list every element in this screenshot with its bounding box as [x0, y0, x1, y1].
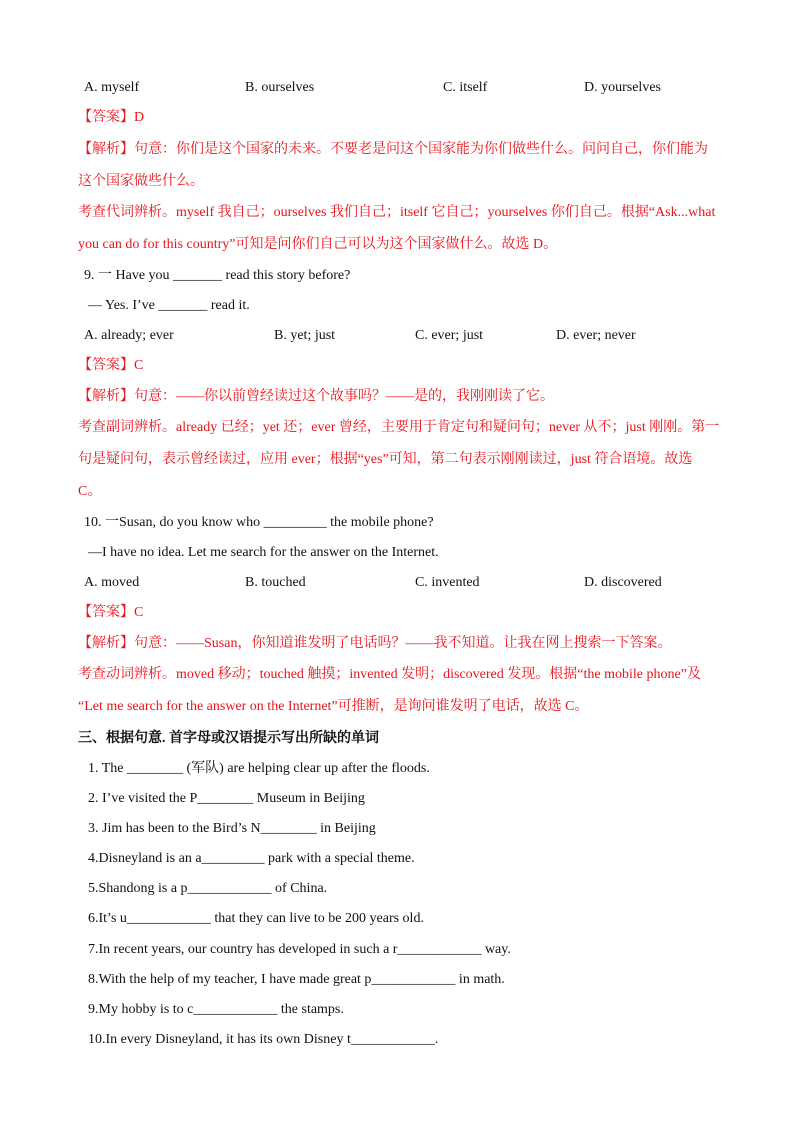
- q9-stem: 9. 一 Have you _______ read this story before?: [84, 268, 351, 283]
- q8-option-b: B. ourselves: [245, 80, 315, 95]
- q9-answer: 【答案】C: [78, 358, 144, 373]
- q8-analysis-line: 考查代词辨析。myself 我自己；ourselves 我们自己；itself 它自己；yourselves 你们自己。根据“Ask...what: [78, 205, 716, 220]
- fill-in-item: 1. The ________ (军队) are helping clear up after the floods.: [88, 761, 430, 776]
- q9-option-c: C. ever; just: [415, 328, 484, 343]
- q10-analysis-line: 考查动词辨析。moved 移动；touched 触摸；invented 发明；discovered 发现。根据“the mobile phone”及: [78, 667, 701, 682]
- q10-option-b: B. touched: [245, 575, 306, 590]
- fill-in-item: 8.With the help of my teacher, I have made great p____________ in math.: [88, 972, 505, 987]
- q8-analysis-line: 【解析】句意：你们是这个国家的未来。不要老是问这个国家能为你们做些什么。问问自己，你们能为: [78, 142, 708, 157]
- fill-in-item: 5.Shandong is a p____________ of China.: [88, 881, 328, 896]
- q9-stem-reply: — Yes. I’ve _______ read it.: [88, 298, 250, 313]
- q9-analysis-line: 句是疑问句，表示曾经读过，应用 ever；根据“yes”可知，第二句表示刚刚读过，just 符合语境。故选: [78, 452, 693, 467]
- fill-in-item: 2. I’ve visited the P________ Museum in Beijing: [88, 791, 365, 806]
- q10-answer: 【答案】C: [78, 605, 144, 620]
- q10-stem-reply: —I have no idea. Let me search for the answer on the Internet.: [88, 545, 439, 560]
- fill-in-item: 9.My hobby is to c____________ the stamps.: [88, 1002, 344, 1017]
- q8-option-d: D. yourselves: [584, 80, 661, 95]
- q9-analysis-line: C。: [78, 484, 102, 499]
- q10-stem: 10. 一Susan, do you know who _________ the mobile phone?: [84, 515, 434, 530]
- fill-in-item: 10.In every Disneyland, it has its own Disney t____________.: [88, 1032, 439, 1047]
- q9-option-a: A. already; ever: [84, 328, 174, 343]
- fill-in-item: 7.In recent years, our country has developed in such a r____________ way.: [88, 942, 511, 957]
- q10-analysis-line: “Let me search for the answer on the Internet”可推断，是询问谁发明了电话，故选 C。: [78, 699, 589, 714]
- q8-option-c: C. itself: [443, 80, 488, 95]
- q9-analysis-line: 考查副词辨析。already 已经；yet 还；ever 曾经，主要用于肯定句和疑问句；never 从不；just 刚刚。第一: [78, 420, 720, 435]
- q8-answer: 【答案】D: [78, 110, 145, 125]
- q8-analysis-line: 这个国家做些什么。: [78, 174, 204, 189]
- q9-analysis-line: 【解析】句意：——你以前曾经读过这个故事吗？——是的，我刚刚读了它。: [78, 389, 554, 404]
- fill-in-item: 4.Disneyland is an a_________ park with a special theme.: [88, 851, 415, 866]
- q8-option-a: A. myself: [84, 80, 140, 95]
- q9-option-b: B. yet; just: [274, 328, 336, 343]
- section-heading: 三、根据句意. 首字母或汉语提示写出所缺的单词: [78, 731, 379, 746]
- fill-in-item: 6.It’s u____________ that they can live to be 200 years old.: [88, 911, 424, 926]
- q10-analysis-line: 【解析】句意：——Susan，你知道谁发明了电话吗？——我不知道。让我在网上搜索一下答案。: [78, 636, 672, 651]
- q10-option-a: A. moved: [84, 575, 140, 590]
- q9-option-d: D. ever; never: [556, 328, 636, 343]
- fill-in-item: 3. Jim has been to the Bird’s N________ in Beijing: [88, 821, 376, 836]
- q10-option-c: C. invented: [415, 575, 480, 590]
- q8-analysis-line: you can do for this country”可知是问你们自己可以为这个国家做什么。故选 D。: [78, 237, 558, 252]
- q10-option-d: D. discovered: [584, 575, 662, 590]
